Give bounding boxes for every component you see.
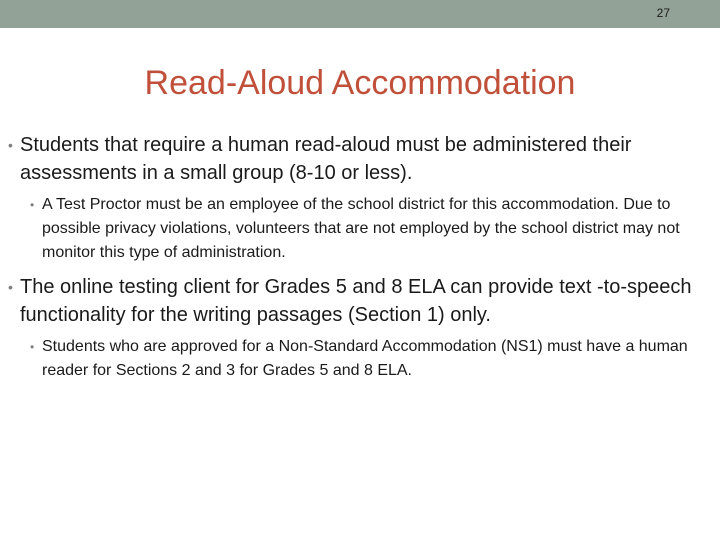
subbullet-tail-text: have a human reader for Sections 2 and 3 for Grades 5 and 8 ELA. — [42, 338, 688, 379]
subbullet-text: A Test Proctor must be an employee of the school district for this accommodation. Due to possible privacy violations, volunteers that are not employed by the school district may not monitor this type of administration. — [42, 196, 680, 261]
subbullet-lead-text: Students who are approved for a Non-Standard Accommodation (NS1) — [42, 338, 543, 355]
subbullet-text — [42, 335, 715, 383]
bullet-text: Students that require a human read-aloud must be administered their assessments in a small group (8-10 or less). — [20, 134, 632, 184]
bullet-item-1 — [8, 131, 713, 187]
slide-title: Read-Aloud Accommodation — [144, 64, 576, 102]
slide-number: 27 — [656, 6, 670, 20]
emphasis-text: must — [547, 338, 582, 355]
bullet-marker: • — [8, 279, 13, 295]
subbullet-item-2-1 — [30, 335, 715, 383]
bullet-item-2 — [8, 273, 713, 329]
bullet-marker: • — [30, 340, 35, 354]
bullet-text: The online testing client for Grades 5 and 8 ELA can provide text -to-speech functionality for the writing passages (Section 1) only. — [20, 276, 692, 326]
bullet-marker: • — [30, 198, 35, 212]
subbullet-item-1-1 — [30, 193, 715, 265]
slide-header-bar — [0, 0, 720, 28]
bullet-marker: • — [8, 137, 13, 153]
